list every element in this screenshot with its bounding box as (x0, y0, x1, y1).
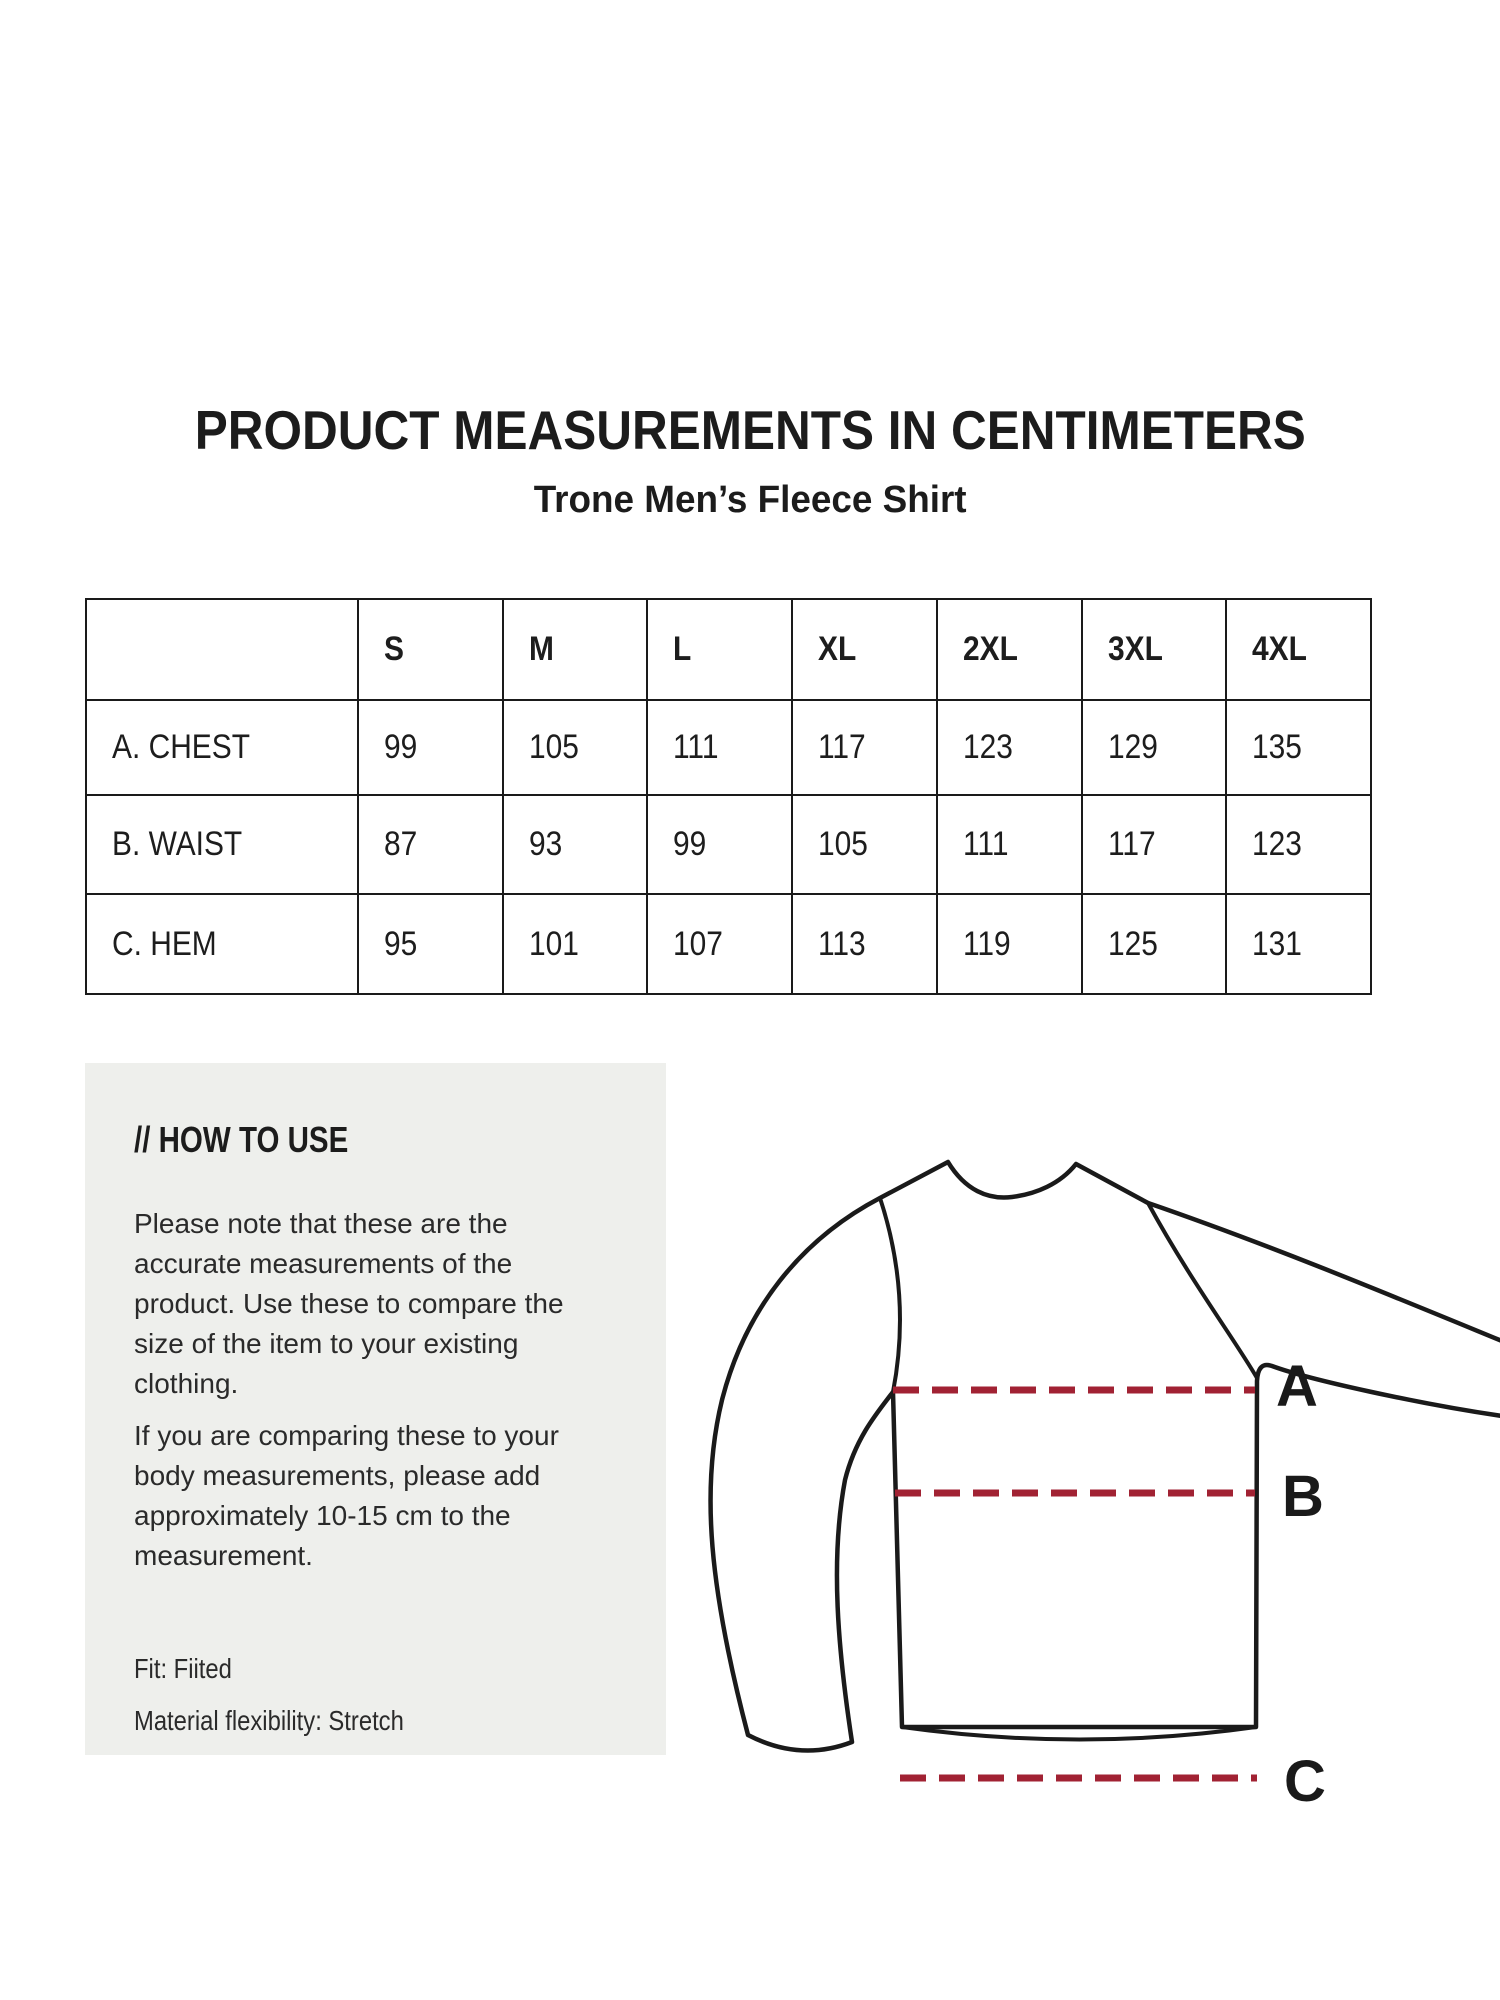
row-label: C. HEM (86, 894, 358, 994)
how-to-use-paragraph-2: If you are comparing these to your body measurements, please add approximately 10-15 cm to the measurement. (134, 1420, 559, 1571)
size-col-l: L (647, 599, 792, 700)
measurement-cell-s: 87 (358, 795, 503, 894)
chest-label: A (1276, 1354, 1318, 1419)
size-header-row (86, 599, 1371, 700)
measurement-cell-xl: 105 (792, 795, 937, 894)
page-title-text: PRODUCT MEASUREMENTS IN CENTIMETERS (194, 399, 1306, 461)
measurement-cell-4xl: 123 (1226, 795, 1371, 894)
how-to-use-heading: // HOW TO USE (134, 1119, 349, 1160)
measurements-table (85, 598, 1372, 995)
size-col-4xl: 4XL (1226, 599, 1371, 700)
shirt-outline (710, 1162, 1500, 1751)
measurement-cell-l: 111 (647, 700, 792, 795)
product-name-text: Trone Men’s Fleece Shirt (533, 479, 967, 521)
measurement-cell-3xl: 117 (1082, 795, 1227, 894)
size-col-2xl: 2XL (937, 599, 1082, 700)
table-row (86, 700, 1371, 795)
table-row (86, 894, 1371, 994)
size-col-xl: XL (792, 599, 937, 700)
measurement-cell-xl: 117 (792, 700, 937, 795)
left-shoulder-seam (880, 1198, 900, 1392)
measurement-cell-4xl: 135 (1226, 700, 1371, 795)
table-row (86, 795, 1371, 894)
measurement-cell-3xl: 125 (1082, 894, 1227, 994)
how-to-use-panel (85, 1063, 666, 1755)
measurement-cell-l: 107 (647, 894, 792, 994)
measurement-cell-4xl: 131 (1226, 894, 1371, 994)
measurement-cell-l: 99 (647, 795, 792, 894)
measurement-cell-s: 95 (358, 894, 503, 994)
size-col-s: S (358, 599, 503, 700)
hem-label: C (1284, 1749, 1326, 1814)
measurement-cell-s: 99 (358, 700, 503, 795)
measurement-cell-m: 105 (503, 700, 648, 795)
measurement-cell-m: 93 (503, 795, 648, 894)
right-shoulder-seam (1148, 1203, 1257, 1378)
row-label: A. CHEST (86, 700, 358, 795)
size-col-m: M (503, 599, 648, 700)
page-title (0, 398, 1500, 462)
size-col-3xl: 3XL (1082, 599, 1227, 700)
measurement-cell-2xl: 119 (937, 894, 1082, 994)
row-label: B. WAIST (86, 795, 358, 894)
waist-label: B (1282, 1464, 1324, 1529)
how-to-use-paragraph-1: Please note that these are the accurate measurements of the product. Use these to compare the size of the item to your existing clothing. (134, 1208, 564, 1399)
shirt-diagram (640, 1120, 1500, 1820)
fit-line: Fit: Fiited (134, 1653, 232, 1684)
corner-cell (86, 599, 358, 700)
measurement-cell-3xl: 129 (1082, 700, 1227, 795)
measurement-cell-m: 101 (503, 894, 648, 994)
material-line: Material flexibility: Stretch (134, 1705, 404, 1736)
measurement-cell-xl: 113 (792, 894, 937, 994)
measurement-cell-2xl: 111 (937, 795, 1082, 894)
product-name (0, 479, 1500, 522)
measurement-cell-2xl: 123 (937, 700, 1082, 795)
